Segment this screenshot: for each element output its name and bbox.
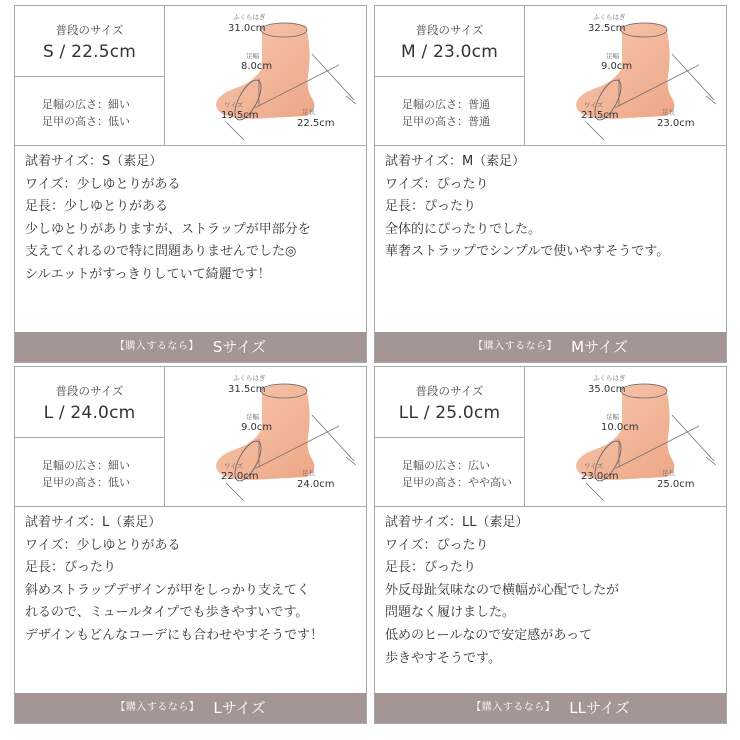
- review-line: ワイズ：少しゆとりがある: [25, 537, 181, 553]
- usual-size-label: 普段のサイズ: [415, 23, 484, 37]
- buy-size-bar: [15, 693, 366, 723]
- fitting-review: [385, 512, 725, 670]
- foot-illustration: [166, 6, 366, 146]
- foot-illustration: [526, 6, 726, 146]
- review-line: れるので、ミュールタイプでも歩きやすいです。: [25, 605, 309, 621]
- foot-width-breadth: 足幅の広さ：細い: [42, 459, 130, 472]
- foot-width-value: 8.0cm: [241, 61, 273, 72]
- recommended-size: LLサイズ: [569, 699, 630, 717]
- size-info-header: [375, 367, 726, 507]
- review-line: 問題なく履けました。: [385, 605, 516, 621]
- usual-size-box: [375, 6, 525, 77]
- size-info-header: [15, 6, 366, 146]
- foot-width-label: 足幅: [246, 52, 259, 60]
- buy-size-prefix: 【購入するなら】: [115, 702, 200, 713]
- usual-size-box: [375, 367, 525, 438]
- review-line: 支えてくれるので特に問題ありませんでした◎: [25, 244, 297, 260]
- size-info-header: [375, 6, 726, 146]
- review-line: 華奢ストラップでシンプルで使いやすそうです。: [385, 244, 670, 260]
- foot-shape-box: [375, 77, 525, 146]
- foot-measurement-diagram: [526, 6, 726, 146]
- foot-length-label: 足長: [662, 469, 675, 477]
- usual-size-value: L / 24.0cm: [43, 403, 136, 423]
- review-line: 低めのヒールなので安定感があって: [385, 627, 593, 643]
- review-line: 試着サイズ：S（素足）: [25, 154, 163, 169]
- review-line: 少しゆとりがありますが、ストラップが甲部分を: [25, 221, 311, 237]
- size-review-card: [374, 366, 727, 724]
- review-line: 足長：ぴったり: [385, 199, 477, 215]
- size-review-card: [374, 5, 727, 363]
- review-line: ワイズ：ぴったり: [385, 176, 489, 192]
- size-info-header: [15, 367, 366, 507]
- foot-measurement-diagram: [166, 6, 366, 146]
- foot-length-value: 24.0cm: [297, 479, 335, 490]
- foot-shape-box: [15, 438, 165, 507]
- buy-size-prefix: 【購入するなら】: [473, 341, 558, 352]
- foot-length-label: 足長: [302, 469, 315, 477]
- recommended-size: Mサイズ: [571, 338, 628, 356]
- instep-height: 足甲の高さ：低い: [42, 115, 130, 128]
- buy-size-prefix: 【購入するなら】: [114, 341, 199, 352]
- foot-length-value: 25.0cm: [657, 479, 695, 490]
- calf-label: ふくらはぎ: [593, 374, 626, 382]
- usual-size-value: M / 23.0cm: [401, 42, 498, 62]
- wise-value: 21.5cm: [581, 110, 619, 121]
- size-review-card: [14, 5, 367, 363]
- usual-size-value: LL / 25.0cm: [398, 403, 501, 423]
- wise-label: ワイズ: [224, 101, 244, 109]
- recommended-size: Sサイズ: [212, 338, 267, 356]
- foot-shape-box: [375, 438, 525, 507]
- calf-value: 31.5cm: [228, 384, 266, 395]
- calf-label: ふくらはぎ: [593, 13, 626, 21]
- calf-value: 35.0cm: [588, 384, 626, 395]
- size-review-card: [14, 366, 367, 724]
- usual-size-label: 普段のサイズ: [415, 384, 484, 398]
- instep-height: 足甲の高さ：やや高い: [402, 476, 512, 489]
- foot-illustration: [526, 367, 726, 507]
- review-line: 足長：少しゆとりがある: [25, 199, 169, 215]
- foot-width-label: 足幅: [606, 52, 619, 60]
- review-line: デザインもどんなコーデにも合わせやすそうです！: [25, 627, 324, 643]
- usual-size-box: [15, 6, 165, 77]
- wise-label: ワイズ: [584, 462, 604, 470]
- foot-measurement-diagram: [166, 367, 366, 507]
- wise-label: ワイズ: [584, 101, 604, 109]
- fitting-review: [25, 151, 365, 287]
- wise-value: 23.0cm: [581, 471, 619, 482]
- review-line: 試着サイズ：L（素足）: [25, 515, 162, 530]
- review-line: シルエットがすっきりしていて綺麗です！: [25, 266, 271, 282]
- foot-length-label: 足長: [662, 108, 675, 116]
- foot-width-label: 足幅: [246, 413, 259, 421]
- review-line: ワイズ：少しゆとりがある: [25, 176, 181, 192]
- buy-size-bar: [15, 332, 366, 362]
- foot-width-breadth: 足幅の広さ：細い: [42, 98, 130, 111]
- buy-size-bar: [375, 332, 726, 362]
- foot-width-breadth: 足幅の広さ：普通: [402, 98, 490, 111]
- review-line: 外反母趾気味なので横幅が心配でしたが: [385, 582, 620, 598]
- wise-value: 22.0cm: [221, 471, 259, 482]
- instep-height: 足甲の高さ：普通: [402, 115, 490, 128]
- foot-length-value: 22.5cm: [297, 118, 335, 129]
- wise-value: 19.5cm: [221, 110, 259, 121]
- calf-value: 31.0cm: [228, 23, 266, 34]
- fitting-review: [385, 151, 725, 264]
- usual-size-label: 普段のサイズ: [55, 23, 124, 37]
- foot-width-value: 9.0cm: [241, 422, 273, 433]
- wise-label: ワイズ: [224, 462, 244, 470]
- review-line: 試着サイズ：LL（素足）: [385, 515, 529, 530]
- foot-length-label: 足長: [302, 108, 315, 116]
- foot-width-label: 足幅: [606, 413, 619, 421]
- buy-size-bar: [375, 693, 726, 723]
- usual-size-value: S / 22.5cm: [42, 42, 137, 62]
- review-line: 足長：ぴったり: [385, 560, 477, 576]
- review-line: 足長：ぴったり: [25, 560, 117, 576]
- fitting-review: [25, 512, 365, 648]
- usual-size-box: [15, 367, 165, 438]
- usual-size-label: 普段のサイズ: [55, 384, 124, 398]
- calf-label: ふくらはぎ: [233, 13, 266, 21]
- foot-width-value: 9.0cm: [601, 61, 633, 72]
- instep-height: 足甲の高さ：低い: [42, 476, 130, 489]
- review-line: 試着サイズ：M（素足）: [385, 154, 526, 169]
- review-line: 全体的にぴったりでした。: [385, 221, 542, 237]
- review-line: 斜めストラップデザインが甲をしっかり支えてく: [25, 582, 310, 598]
- foot-shape-box: [15, 77, 165, 146]
- calf-label: ふくらはぎ: [233, 374, 266, 382]
- buy-size-prefix: 【購入するなら】: [471, 702, 556, 713]
- foot-width-breadth: 足幅の広さ：広い: [402, 459, 490, 472]
- foot-illustration: [166, 367, 366, 507]
- foot-length-value: 23.0cm: [657, 118, 695, 129]
- foot-measurement-diagram: [526, 367, 726, 507]
- recommended-size: Lサイズ: [213, 699, 266, 717]
- review-line: ワイズ：ぴったり: [385, 537, 489, 553]
- review-line: 歩きやすそうです。: [385, 650, 501, 666]
- foot-width-value: 10.0cm: [601, 422, 639, 433]
- calf-value: 32.5cm: [588, 23, 626, 34]
